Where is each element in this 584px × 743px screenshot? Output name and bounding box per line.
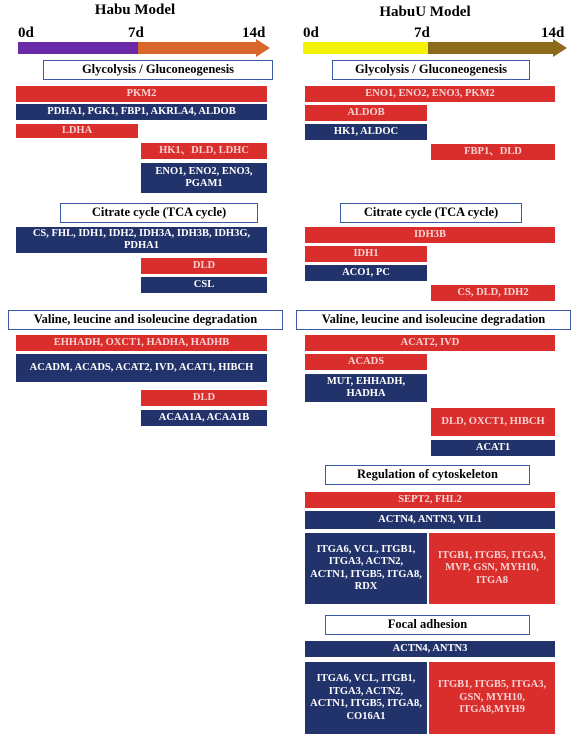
habuu-glycolysis-box: FBP1、DLD (430, 143, 556, 161)
habuu-tca-title: Citrate cycle (TCA cycle) (340, 203, 522, 223)
habuu-vli-box: MUT, EHHADH, HADHA (304, 373, 428, 403)
habuu-vli-title: Valine, leucine and isoleucine degradation (296, 310, 571, 330)
habuu-vli-box: ACAT2, IVD (304, 334, 556, 352)
habuu-vli-box: DLD, OXCT1, HIBCH (430, 407, 556, 437)
habuu-glycolysis-box: ALDOB (304, 104, 428, 122)
habuu-tick-0d: 0d (303, 25, 319, 41)
habu-vli-title: Valine, leucine and isoleucine degradation (8, 310, 283, 330)
habuu-timeline-early (303, 42, 428, 54)
habuu-cytoskeleton-title: Regulation of cytoskeleton (325, 465, 530, 485)
habu-vli-box: ACAA1A, ACAA1B (140, 409, 268, 427)
habuu-focal-title: Focal adhesion (325, 615, 530, 635)
habu-tick-0d: 0d (18, 25, 34, 41)
habuu-cytoskeleton-box: ACTN4, ANTN3, VIL1 (304, 510, 556, 530)
habu-glycolysis-box: PKM2 (15, 85, 268, 103)
habuu-tca-box: IDH3B (304, 226, 556, 244)
habuu-glycolysis-title: Glycolysis / Gluconeogenesis (332, 60, 530, 80)
habuu-model-title: HabuU Model (379, 4, 471, 20)
habuu-timeline-late (428, 42, 553, 54)
habu-tca-title: Citrate cycle (TCA cycle) (60, 203, 258, 223)
habuu-glycolysis-box: ENO1, ENO2, ENO3, PKM2 (304, 85, 556, 103)
habu-tick-14d: 14d (242, 25, 266, 41)
habuu-tca-box: ACO1, PC (304, 264, 428, 282)
habu-vli-box: EHHADH, OXCT1, HADHA, HADHB (15, 334, 268, 352)
habu-glycolysis-box: ENO1, ENO2, ENO3, PGAM1 (140, 162, 268, 194)
habu-tca-box: DLD (140, 257, 268, 275)
habuu-vli-box: ACAT1 (430, 439, 556, 457)
habuu-cytoskeleton-box: ITGB1, ITGB5, ITGA3, MVP, GSN, MYH10, ITGA8 (428, 532, 556, 605)
habu-tca-box: CSL (140, 276, 268, 294)
habu-glycolysis-title: Glycolysis / Gluconeogenesis (43, 60, 273, 80)
habuu-tca-box: IDH1 (304, 245, 428, 263)
habuu-tick-7d: 7d (414, 25, 430, 41)
habuu-timeline-arrow-icon (553, 39, 567, 57)
habu-tca-box: CS, FHL, IDH1, IDH2, IDH3A, IDH3B, IDH3G, PDHA1 (15, 226, 268, 254)
habu-vli-box: DLD (140, 389, 268, 407)
habuu-cytoskeleton-box: ITGA6, VCL, ITGB1, ITGA3, ACTN2, ACTN1, ITGB5, ITGA8, RDX (304, 532, 428, 605)
habuu-tca-box: CS, DLD, IDH2 (430, 284, 556, 302)
habuu-focal-box: ITGB1, ITGB5, ITGA3, GSN, MYH10, ITGA8,MYH9 (428, 661, 556, 735)
habu-model-title: Habu Model (94, 2, 176, 18)
habu-tick-7d: 7d (128, 25, 144, 41)
habu-glycolysis-box: PDHA1, PGK1, FBP1, AKRLA4, ALDOB (15, 103, 268, 121)
habu-vli-box: ACADM, ACADS, ACAT2, IVD, ACAT1, HIBCH (15, 353, 268, 383)
habuu-focal-box: ACTN4, ANTN3 (304, 640, 556, 658)
habuu-cytoskeleton-box: SEPT2, FHL2 (304, 491, 556, 509)
habu-timeline-late (138, 42, 256, 54)
habuu-focal-box: ITGA6, VCL, ITGB1, ITGA3, ACTN2, ACTN1, ITGB5, ITGA8, CO16A1 (304, 661, 428, 735)
habu-timeline-arrow-icon (256, 39, 270, 57)
habuu-tick-14d: 14d (541, 25, 565, 41)
habu-glycolysis-box: HK1、DLD, LDHC (140, 142, 268, 160)
habu-glycolysis-box: LDHA (15, 123, 139, 139)
habu-timeline-early (18, 42, 138, 54)
habuu-vli-box: ACADS (304, 353, 428, 371)
habuu-glycolysis-box: HK1, ALDOC (304, 123, 428, 141)
